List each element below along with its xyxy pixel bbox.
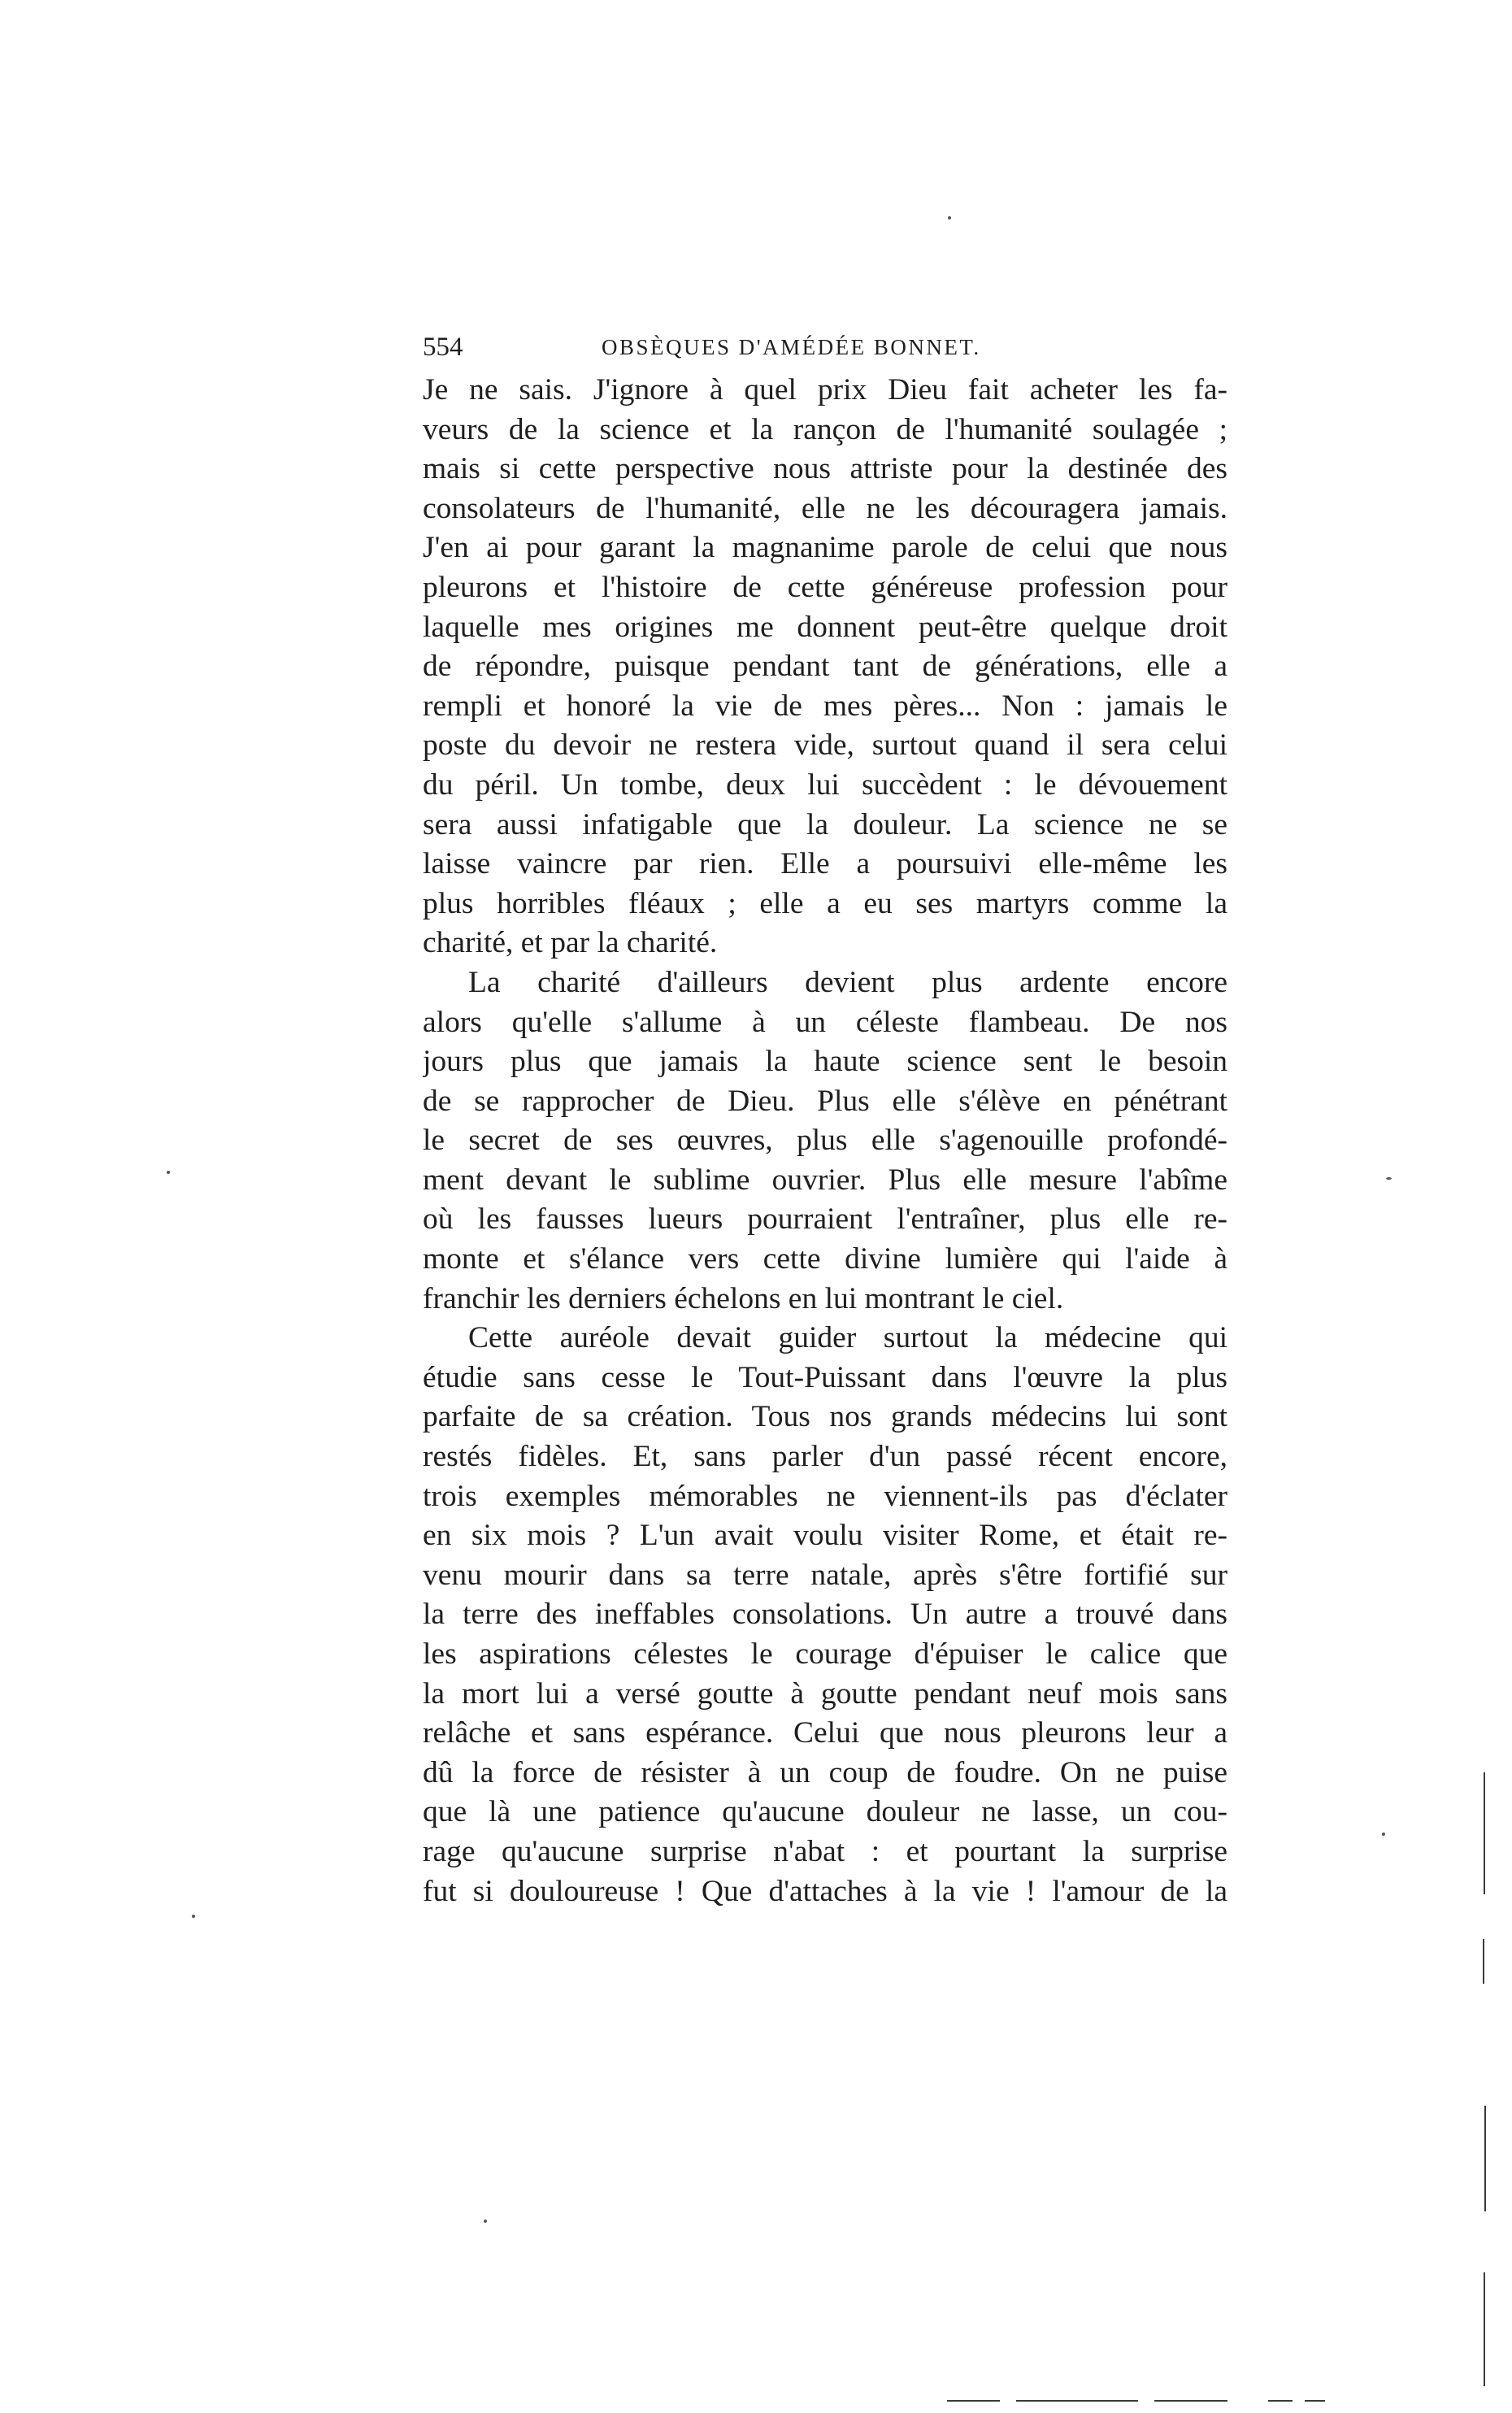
text-line: rage qu'aucune surprise n'abat : et pourtant la surprise bbox=[423, 1834, 1227, 1868]
binding-edge-mark bbox=[1484, 1772, 1485, 1894]
text-line: poste du devoir ne restera vide, surtout quand il sera celui bbox=[423, 728, 1227, 763]
text-line: ment devant le sublime ouvrier. Plus elle mesure l'abîme bbox=[423, 1163, 1227, 1197]
scan-speck bbox=[192, 1915, 195, 1918]
text-line: jours plus que jamais la haute science sent le besoin bbox=[423, 1045, 1227, 1079]
text-line: J'en ai pour garant la magnanime parole de celui que nous bbox=[423, 531, 1227, 565]
bottom-edge-mark bbox=[1305, 2400, 1325, 2402]
running-title: OBSÈQUES D'AMÉDÉE BONNET. bbox=[602, 335, 981, 359]
text-line: étudie sans cesse le Tout-Puissant dans l'œuvre la plus bbox=[423, 1360, 1227, 1394]
text-line: trois exemples mémorables ne viennent-ils pas d'éclater bbox=[423, 1479, 1227, 1513]
bottom-edge-mark bbox=[1154, 2400, 1227, 2402]
text-line: dû la force de résister à un coup de foudre. On ne puise bbox=[423, 1755, 1227, 1789]
running-head bbox=[423, 329, 1227, 365]
scan-speck bbox=[167, 1171, 170, 1174]
scan-speck bbox=[484, 2220, 487, 2223]
paragraph-end-line: franchir les derniers échelons en lui montrant le ciel. bbox=[423, 1281, 1064, 1315]
bottom-edge-mark bbox=[1016, 2400, 1138, 2402]
text-line: du péril. Un tombe, deux lui succèdent : le dévouement bbox=[423, 767, 1227, 802]
text-line: la mort lui a versé goutte à goutte pendant neuf mois sans bbox=[423, 1676, 1227, 1711]
text-line: où les fausses lueurs pourraient l'entraîner, plus elle re- bbox=[423, 1202, 1227, 1237]
body-text bbox=[423, 371, 1227, 1911]
text-line: plus horribles fléaux ; elle a eu ses martyrs comme la bbox=[423, 886, 1227, 920]
text-line: veurs de la science et la rançon de l'humanité soulagée ; bbox=[423, 412, 1227, 446]
paragraph-first-line: Cette auréole devait guider surtout la médecine qui bbox=[468, 1321, 1227, 1355]
text-line: alors qu'elle s'allume à un céleste flambeau. De nos bbox=[423, 1005, 1227, 1039]
text-line: fut si douloureuse ! Que d'attaches à la vie ! l'amour de la bbox=[423, 1874, 1227, 1908]
bottom-edge-mark bbox=[1268, 2400, 1293, 2402]
paragraph-first-line: La charité d'ailleurs devient plus ardente encore bbox=[468, 965, 1227, 999]
text-line: restés fidèles. Et, sans parler d'un passé récent encore, bbox=[423, 1440, 1227, 1474]
text-line: relâche et sans espérance. Celui que nous pleurons leur a bbox=[423, 1716, 1227, 1750]
text-line: la terre des ineffables consolations. Un autre a trouvé dans bbox=[423, 1598, 1227, 1632]
text-line: que là une patience qu'aucune douleur ne lasse, un cou- bbox=[423, 1795, 1227, 1829]
bottom-edge-mark bbox=[947, 2400, 1000, 2402]
text-line: parfaite de sa création. Tous nos grands médecins lui sont bbox=[423, 1400, 1227, 1434]
binding-edge-mark bbox=[1483, 1939, 1484, 1984]
text-line: monte et s'élance vers cette divine lumière qui l'aide à bbox=[423, 1242, 1227, 1276]
text-line: mais si cette perspective nous attriste pour la destinée des bbox=[423, 452, 1227, 486]
text-line: pleurons et l'histoire de cette généreuse profession pour bbox=[423, 570, 1227, 604]
binding-edge-mark bbox=[1484, 2272, 1485, 2386]
page-number: 554 bbox=[423, 333, 463, 362]
text-line: les aspirations célestes le courage d'épuiser le calice que bbox=[423, 1637, 1227, 1671]
binding-edge-mark bbox=[1484, 2106, 1486, 2211]
text-line: laquelle mes origines me donnent peut-être quelque droit bbox=[423, 610, 1227, 644]
text-line: de se rapprocher de Dieu. Plus elle s'élève en pénétrant bbox=[423, 1084, 1227, 1118]
text-line: de répondre, puisque pendant tant de générations, elle a bbox=[423, 650, 1227, 684]
text-line: consolateurs de l'humanité, elle ne les découragera jamais. bbox=[423, 491, 1227, 525]
text-line: sera aussi infatigable que la douleur. La science ne se bbox=[423, 807, 1227, 841]
paragraph-end-line: charité, et par la charité. bbox=[423, 926, 718, 960]
scan-speck bbox=[1382, 1833, 1385, 1836]
scan-speck bbox=[1386, 1177, 1392, 1180]
text-line: Je ne sais. J'ignore à quel prix Dieu fait acheter les fa- bbox=[423, 373, 1227, 407]
text-line: en six mois ? L'un avait voulu visiter Rome, et était re- bbox=[423, 1519, 1227, 1553]
text-line: le secret de ses œuvres, plus elle s'agenouille profondé- bbox=[423, 1124, 1227, 1158]
text-line: laisse vaincre par rien. Elle a poursuivi elle-même les bbox=[423, 847, 1227, 881]
text-line: rempli et honoré la vie de mes pères... Non : jamais le bbox=[423, 689, 1227, 723]
text-line: venu mourir dans sa terre natale, après s'être fortifié sur bbox=[423, 1558, 1227, 1592]
scan-speck bbox=[948, 216, 951, 220]
